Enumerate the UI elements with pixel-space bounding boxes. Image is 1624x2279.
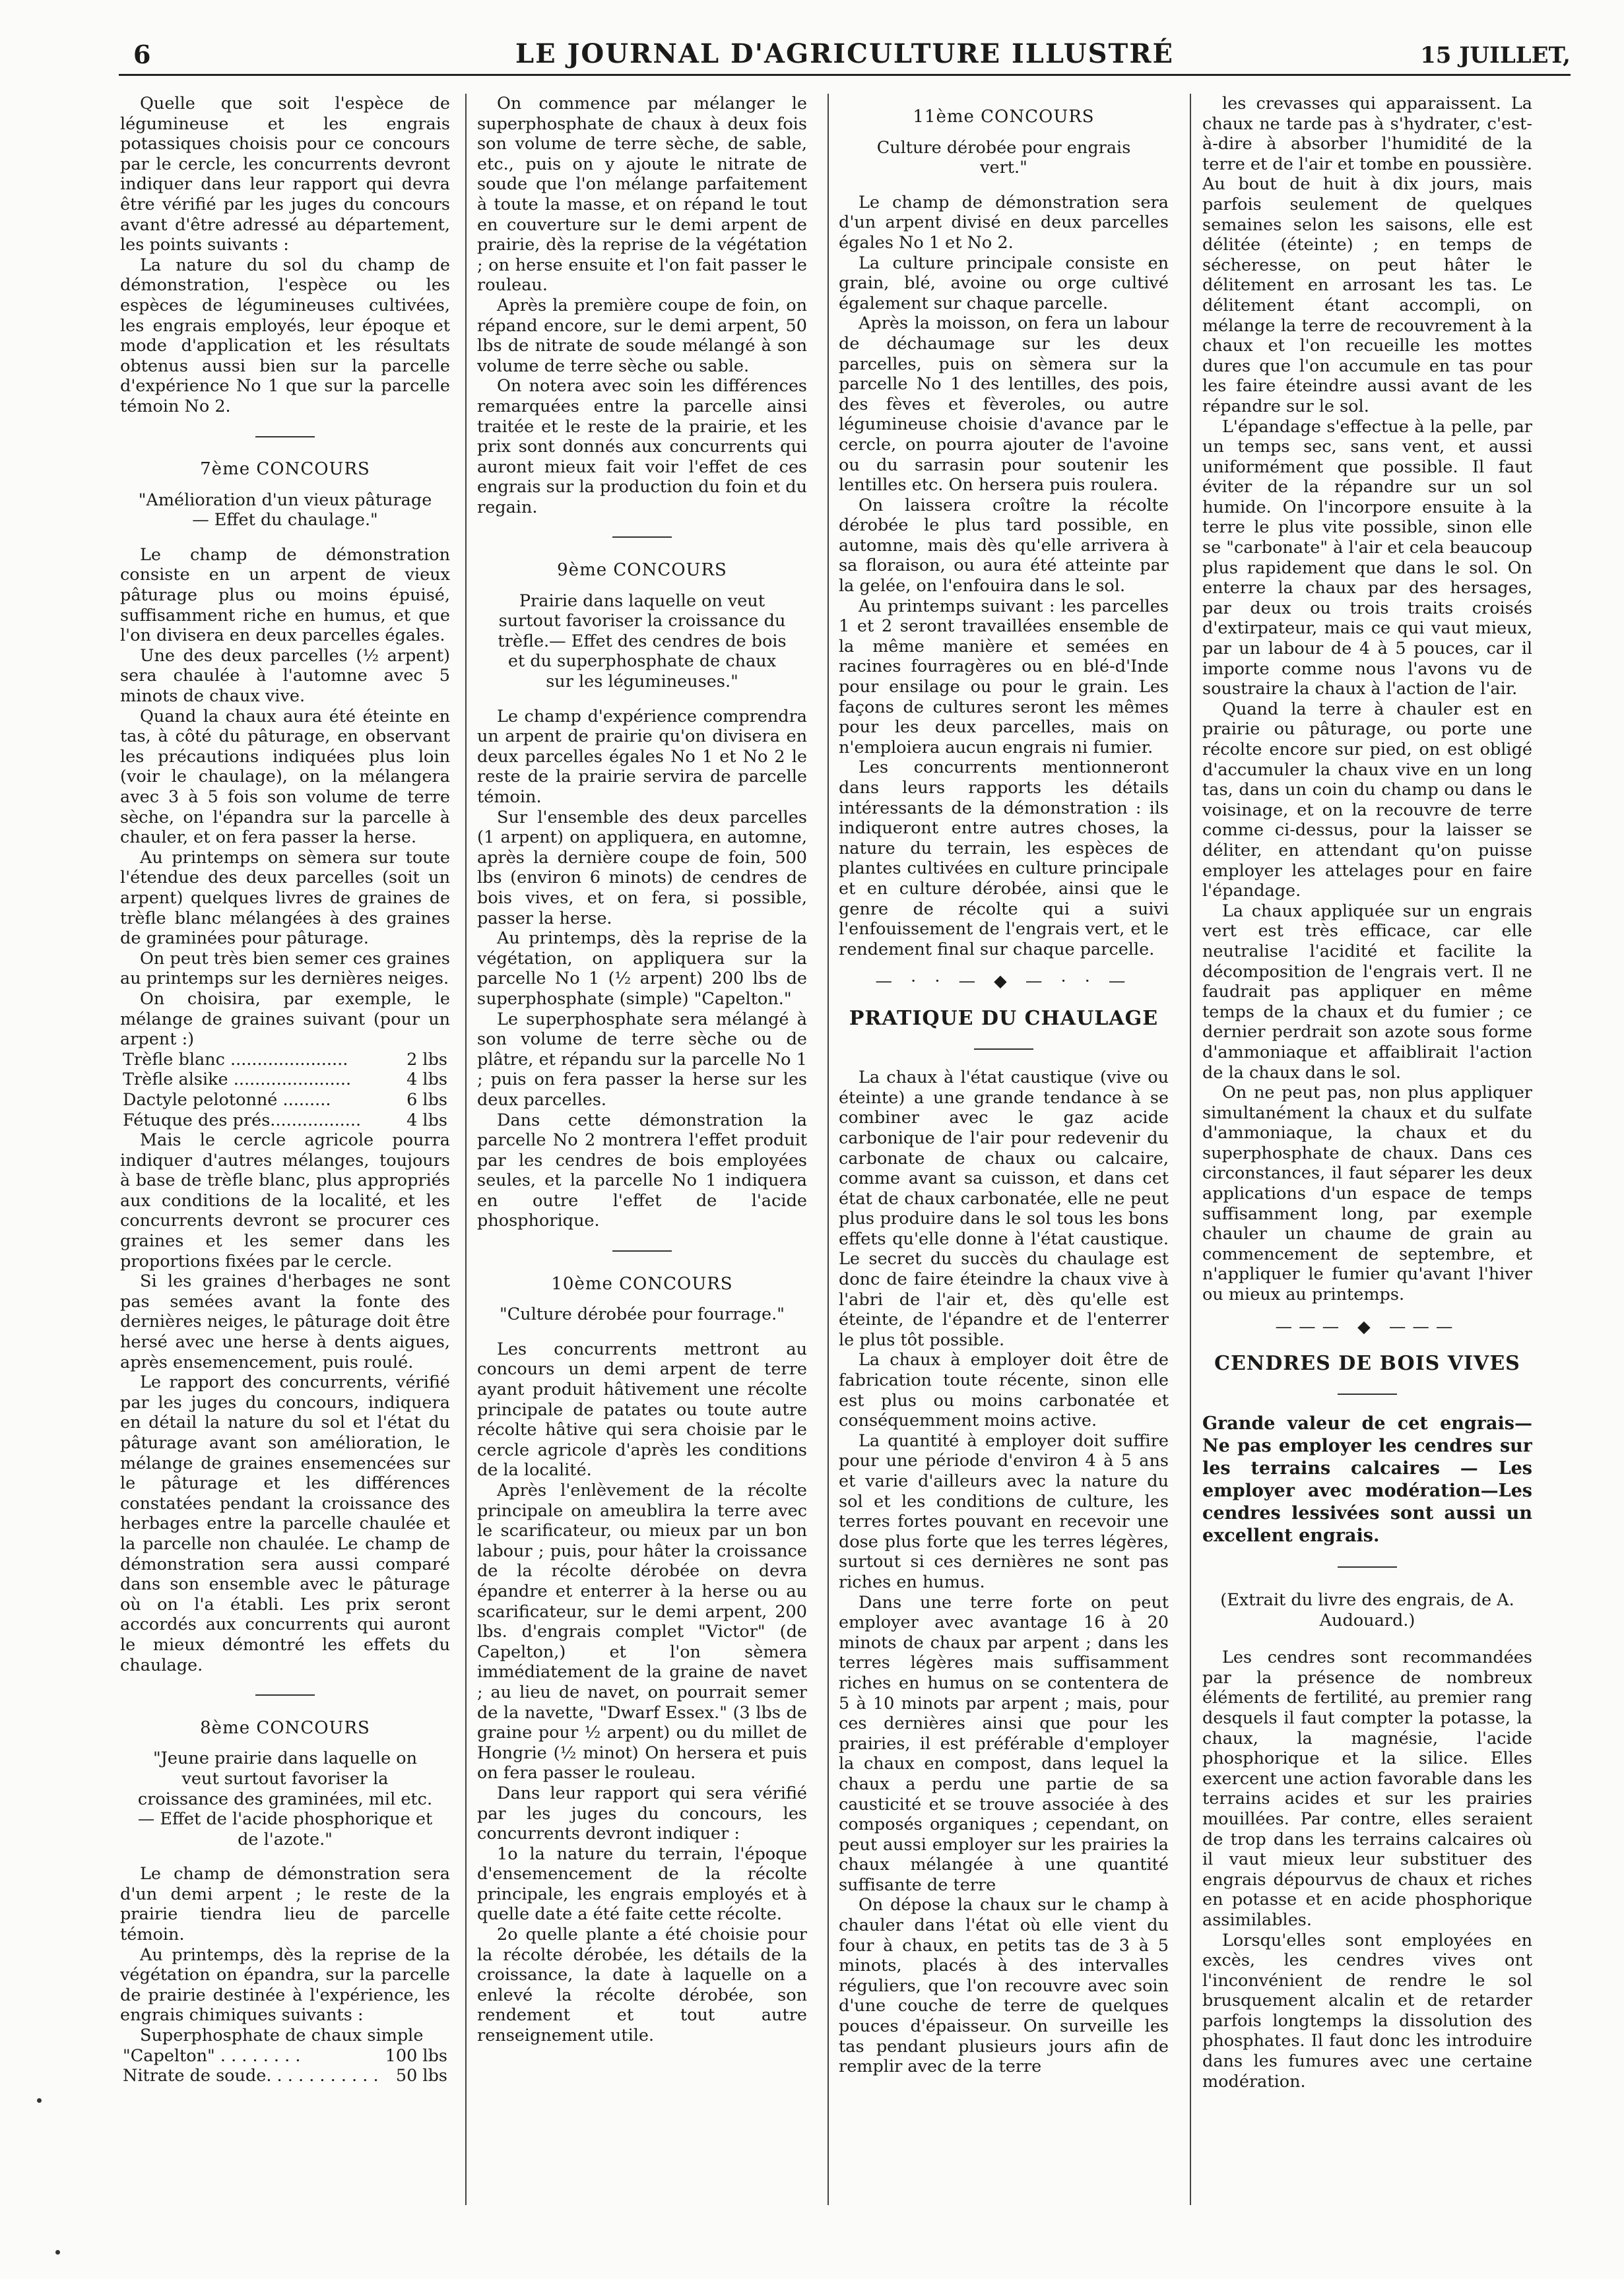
article-paragraph: Quand la terre à chauler est en prairie ou pâturage, ou porte une récolte encore sur pied, on est obligé d'accumuler la chaux vive en un long tas, dans un coin du champ ou dans le voisinage, et on la recouvre de terre comme ci-dessus, pour la laisser se déliter, en attendant qu'on puisse employer les attelages pour en faire l'épandage. <box>1202 699 1532 901</box>
quantity-value: 100 lbs <box>385 2045 447 2066</box>
rule-line <box>1338 1394 1397 1395</box>
section-rule <box>477 527 807 547</box>
issue-date: 15 JUILLET, <box>1420 42 1571 69</box>
quantity-value: 4 lbs <box>406 1070 447 1090</box>
quantity-value: 4 lbs <box>406 1110 447 1130</box>
quantity-label: Trèfle blanc ...................... <box>123 1049 348 1070</box>
section-heading: PRATIQUE DU CHAULAGE <box>849 1006 1159 1030</box>
contest-subtitle: "Amélioration d'un vieux pâturage — Effet du chaulage." <box>138 490 432 530</box>
article-paragraph: Le champ de démonstration consiste en un arpent de vieux pâturage plus ou moins épuisé, suffisamment riche en humus, et que l'on divisera en deux parcelles égales. <box>120 544 450 646</box>
article-paragraph: Le superphosphate sera mélangé à son volume de terre sèche ou de plâtre, et répandu sur la parcelle No 1 ; puis on fera passer la herse sur les deux parcelles. <box>477 1009 807 1110</box>
article-paragraph: 1o la nature du terrain, l'époque d'ensemencement de la récolte principale, les engrais employés et à quelle date a été faite cette récolte. <box>477 1844 807 1925</box>
article-paragraph: Au printemps suivant : les parcelles 1 et 2 seront travaillées ensemble de la même manière et semées en racines fourragères ou en blé-d'Inde pour ensilage ou pour le grain. Les façons de cultures seront les mêmes pour les deux parcelles, mais on n'emploiera aucun engrais ni fumier. <box>839 596 1169 757</box>
article-paragraph: Le champ de démonstration sera d'un demi arpent ; le reste de la prairie tiendra lieu de parcelle témoin. <box>120 1864 450 1945</box>
rule-line <box>612 1250 672 1252</box>
article-paragraph: Si les graines d'herbages ne sont pas semées avant la fonte des dernières neiges, le pâturage doit être hersé avec une herse à dents aigues, après ensemencement, puis roulé. <box>120 1271 450 1372</box>
print-speck <box>55 2250 60 2255</box>
quantity-row <box>120 2066 450 2086</box>
column-4 <box>1202 94 1532 2205</box>
article-paragraph: Le rapport des concurrents, vérifié par les juges du concours, indiquera en détail la nature du sol et l'état du pâturage avant son amélioration, le mélange de graines ensemencées sur le pâturage et les différences constatées pendant la croissance des herbages entre la parcelle chaulée et la parcelle non chaulée. Le champ de démonstration sera aussi comparé dans son ensemble avec le pâturage où on l'a établi. Les prix seront accordés aux concurrents qui auront le mieux démontré les effets du chaulage. <box>120 1372 450 1675</box>
article-paragraph: les crevasses qui apparaissent. La chaux ne tarde pas à s'hydrater, c'est-à-dire à absorber l'humidité de la terre et de l'air et tombe en poussière. Au bout de huit à dix jours, mais parfois seulement de quelques semaines selon les saisons, elle est délitée (éteinte) ; en temps de sécheresse, on peut hâter le délitement en arrosant les tas. Le délitement étant accompli, on mélange la terre de recouvrement à la chaux et l'on recueille les mottes dures que l'on accumule en tas pour les faire éteindre aussi avant de les répandre sur le sol. <box>1202 94 1532 416</box>
section-rule <box>120 1685 450 1705</box>
column-divider <box>1190 94 1191 2205</box>
article-paragraph: Les cendres sont recommandées par la présence de nombreux éléments de fertilité, au premier rang desquels il faut compter la potasse, la chaux, la magnésie, l'acide phosphorique et la silice. Elles exercent une action favorable dans les terrains acides et sur les prairies mouillées. Par contre, elles seraient de trop dans les terrains calcaires où il vaut mieux leur substituer des engrais dépourvus de chaux et riches en potasse et en acide phosphorique assimilables. <box>1202 1648 1532 1930</box>
contest-subtitle: Culture dérobée pour engrais vert." <box>876 137 1131 178</box>
article-paragraph: On notera avec soin les différences remarquées entre la parcelle ainsi traitée et le reste de la prairie, et les prix sont donnés aux concurrents qui auront mieux fait voir l'effet de ces engrais sur la production du foin et du regain. <box>477 376 807 517</box>
article-paragraph: Dans une terre forte on peut employer avec avantage 16 à 20 minots de chaux par arpent ; dans les terres légères mais suffisamment riches en humus on se contentera de 5 à 10 minots par arpent ; mais, pour ces dernières ainsi que pour les prairies, il est préférable d'employer la chaux en compost, dans lequel la chaux a perdu une partie de sa causticité et se trouve associée à des composés organiques ; cependant, on peut aussi employer sur les prairies la chaux mélangée à une quantité suffisante de terre <box>839 1592 1169 1895</box>
article-paragraph: Dans leur rapport qui sera vérifié par les juges du concours, les concurrents devront indiquer : <box>477 1783 807 1844</box>
article-paragraph: Au printemps, dès la reprise de la végétation, on appliquera sur la parcelle No 1 (½ arpent) 200 lbs de superphosphate (simple) "Capelton." <box>477 928 807 1009</box>
article-paragraph: On peut très bien semer ces graines au printemps sur les dernières neiges. <box>120 948 450 989</box>
article-paragraph: On choisira, par exemple, le mélange de graines suivant (pour un arpent :) <box>120 988 450 1050</box>
quantity-row <box>120 1050 450 1070</box>
section-rule <box>1202 1557 1532 1577</box>
column-2 <box>477 94 807 2205</box>
rule-line <box>255 436 315 437</box>
article-paragraph: Après la moisson, on fera un labour de déchaumage sur les deux parcelles, puis on sèmera sur la parcelle No 1 des lentilles, des pois, des fèves et fèveroles, ou autre légumineuse choisie d'avance par le cercle, on pourra ajouter de l'avoine ou du sarrasin pour soutenir les lentilles etc. On hersera puis roulera. <box>839 313 1169 496</box>
column-1 <box>120 94 450 2205</box>
quantity-value: 6 lbs <box>406 1089 447 1110</box>
article-paragraph: Superphosphate de chaux simple <box>140 2026 424 2046</box>
article-paragraph: La chaux à employer doit être de fabrication toute récente, sinon elle est plus ou moins carbonatée et conséquemment moins active. <box>839 1350 1169 1431</box>
article-paragraph: On laissera croître la récolte dérobée le plus tard possible, en automne, mais dès qu'elle arrivera à sa floraison, ou aura été atteinte par la gelée, on l'enfouira dans le sol. <box>839 495 1169 596</box>
article-paragraph: Sur l'ensemble des deux parcelles (1 arpent) on appliquera, en automne, après la dernière coupe de foin, 500 lbs (environ 6 minots) de cendres de bois vives, et on fera, si possible, passer la herse. <box>477 807 807 928</box>
quantity-row <box>120 1090 450 1110</box>
quantity-row <box>120 1110 450 1131</box>
rule-line <box>974 1048 1033 1050</box>
rule-line <box>612 536 672 538</box>
article-paragraph: La chaux appliquée sur un engrais vert est très efficace, car elle neutralise l'acidité et facilite la décomposition de l'engrais vert. Il ne faudrait pas appliquer en même temps de la chaux et du fumier ; ce dernier perdrait son azote sous forme d'ammoniaque et affaiblirait l'action de la chaux dans le sol. <box>1202 901 1532 1083</box>
article-paragraph: Le champ d'expérience comprendra un arpent de prairie qu'on divisera en deux parcelles égales No 1 et No 2 le reste de la prairie servira de parcelle témoin. <box>477 706 807 807</box>
page-number: 6 <box>133 40 151 69</box>
rule-line <box>255 1694 315 1696</box>
article-paragraph: Dans cette démonstration la parcelle No 2 montrera l'effet produit par les cendres de bois employées seules, et la parcelle No 1 indiquera en outre l'effet de l'acide phosphorique. <box>477 1110 807 1231</box>
article-paragraph: Les concurrents mettront au concours un demi arpent de terre ayant produit hâtivement une récolte principale de patates ou toute autre récolte hâtive qui sera choisie par le cercle agricole d'après les conditions de la localité. <box>477 1339 807 1481</box>
quantity-label: "Capelton" . . . . . . . . <box>123 2045 301 2066</box>
quantity-label: Nitrate de soude. . . . . . . . . . . <box>123 2066 379 2086</box>
article-paragraph: La chaux à l'état caustique (vive ou éteinte) a une grande tendance à se combiner avec le gaz acide carbonique de l'air pour redevenir du carbonate de chaux ou calcaire, comme avant sa cuisson, et dans cet état de chaux carbonatée, elle ne peut plus produire dans le sol tous les bons effets qu'elle donne à l'état caustique. Le secret du succès du chaulage est donc de faire éteindre la chaux vive à l'abri de l'air et, dès qu'elle est éteinte, de l'épandre et de l'enterrer le plus tôt possible. <box>839 1068 1169 1350</box>
quantity-label: Trèfle alsike ...................... <box>123 1070 352 1090</box>
quantity-label: Fétuque des prés................. <box>123 1110 362 1130</box>
article-paragraph: On commence par mélanger le superphosphate de chaux à deux fois son volume de terre sèche, de sable, etc., puis on y ajoute le nitrate de soude que l'on mélange parfaitement à toute la masse, et on répand le tout en couverture sur le demi arpent de prairie, dès la reprise de la végétation ; on herse ensuite et l'on fait passer le rouleau. <box>477 94 807 296</box>
article-paragraph: La nature du sol du champ de démonstration, l'espèce ou les espèces de légumineuses cultivées, les engrais employés, leur époque et mode d'application et les résultats obtenus aussi bien sur la parcelle d'expérience No 1 que sur la parcelle témoin No 2. <box>120 255 450 416</box>
contest-heading: 10ème CONCOURS <box>551 1273 733 1294</box>
article-paragraph: Quelle que soit l'espèce de légumineuse et les engrais potassiques choisis pour ce concours par le cercle, les concurrents devront indiquer dans leur rapport qui devra être vérifié par les juges du concours avant d'être adressé au département, les points suivants : <box>120 94 450 255</box>
article-paragraph: La quantité à employer doit suffire pour une période d'environ 4 à 5 ans et varie d'ailleurs avec la nature du sol et les conditions de culture, les terres fortes pouvant en recevoir une dose plus forte que les terres légères, surtout si ces dernières ne sont pas riches en humus. <box>839 1430 1169 1592</box>
article-paragraph: Au printemps on sèmera sur toute l'étendue des deux parcelles (soit un arpent) quelques livres de graines de trèfle blanc mélangées à des graines de graminées pour pâturage. <box>120 847 450 949</box>
article-paragraph: Mais le cercle agricole pourra indiquer d'autres mélanges, toujours à base de trèfle blanc, plus appropriés aux conditions de la localité, et les concurrents devront se procurer ces graines et les semer dans les proportions fixées par le cercle. <box>120 1130 450 1271</box>
print-speck <box>37 2098 42 2103</box>
article-paragraph: On ne peut pas, non plus appliquer simultanément la chaux et du sulfate d'ammoniaque, la chaux et du superphosphate de chaux. Dans ces circonstances, il faut séparer les deux applications d'un espace de temps suffisamment long, par exemple chauler un chaume de grain au commencement de septembre, et n'appliquer le fumier qu'avant l'hiver ou mieux au printemps. <box>1202 1083 1532 1305</box>
article-paragraph: Quand la chaux aura été éteinte en tas, à côté du pâturage, en observant les précautions indiquées plus loin (voir le chaulage), on la mélangera avec 3 à 5 fois son volume de terre sèche, on l'épandra sur la parcelle à chauler, et on fera passer la herse. <box>120 706 450 848</box>
column-divider <box>465 94 467 2205</box>
ornament-divider: — · · — ◆ — · · — <box>875 971 1132 992</box>
contest-subtitle: "Jeune prairie dans laquelle on veut surtout favoriser la croissance des graminées, mil etc. — Effet de l'acide phosphorique et de l'azote." <box>137 1749 433 1849</box>
rule-line <box>1338 1566 1397 1568</box>
ornament-divider: ——— ◆ ——— <box>1275 1316 1460 1337</box>
page-header <box>119 34 1571 76</box>
column-3 <box>839 94 1169 2205</box>
column-divider <box>828 94 829 2205</box>
article-paragraph: L'épandage s'effectue à la pelle, par un temps sec, sans vent, et aussi uniformément que possible. Il faut éviter de la répandre sur un sol humide. On l'incorpore ensuite à la terre le plus vite possible, sinon elle se "carbonate" à l'air et cela beaucoup plus rapidement que dans le sol. On enterre la chaux par des hersages, par deux ou trois traits croisés d'extirpateur, mais ce qui vaut mieux, par un labour de 4 à 5 pouces, car il importe comme nous l'avons vu de soustraire la chaux à l'action de l'air. <box>1202 416 1532 699</box>
article-paragraph: La culture principale consiste en grain, blé, avoine ou orge cultivé également sur chaque parcelle. <box>839 253 1169 313</box>
article-paragraph: Une des deux parcelles (½ arpent) sera chaulée à l'automne avec 5 minots de chaux vive. <box>120 645 450 707</box>
quantity-row <box>120 2046 450 2067</box>
article-paragraph: Les concurrents mentionneront dans leurs rapports les détails intéressants de la démonstration : ils indiqueront entre autres choses, la nature du terrain, les espèces de plantes cultivées en culture principale et en culture dérobée, ainsi que le genre de récolte qui a suivi l'enfouissement de l'engrais vert, et le rendement final sur chaque parcelle. <box>839 757 1169 959</box>
article-paragraph: Après l'enlèvement de la récolte principale on ameublira la terre avec le scarificateur, ou mieux par un bon labour ; puis, pour hâter la croissance de la récolte dérobée on devra épandre et enterrer à la herse ou au scarificateur, sur le demi arpent, 200 lbs. d'engrais complet "Victor" (de Capelton,) et l'on sèmera immédiatement de la graine de navet ; au lieu de navet, on pourrait semer de la navette, "Dwarf Essex." (3 lbs de graine pour ½ arpent) ou du millet de Hongrie (½ minot) On hersera et puis on fera passer le rouleau. <box>477 1481 807 1783</box>
article-paragraph: Le champ de démonstration sera d'un arpent divisé en deux parcelles égales No 1 et No 2. <box>839 192 1169 253</box>
contest-heading: 9ème CONCOURS <box>557 560 727 581</box>
article-paragraph: Au printemps, dès la reprise de la végétation on épandra, sur la parcelle de prairie destinée à l'expérience, les engrais chimiques suivants : <box>120 1944 450 2026</box>
source-credit: (Extrait du livre des engrais, de A. Audouard.) <box>1220 1590 1514 1630</box>
section-rule <box>120 426 450 447</box>
contest-heading: 7ème CONCOURS <box>200 459 370 480</box>
contest-heading: 8ème CONCOURS <box>200 1717 370 1738</box>
newspaper-title: LE JOURNAL D'AGRICULTURE ILLUSTRÉ <box>515 38 1175 69</box>
article-paragraph: Lorsqu'elles sont employées en excès, les cendres vives ont l'inconvénient de rendre le sol brusquement alcalin et de retarder parfois longtemps la dissolution des phosphates. Il faut donc les introduire dans les fumures avec une certaine modération. <box>1202 1930 1532 2092</box>
section-heading: CENDRES DE BOIS VIVES <box>1214 1352 1520 1376</box>
article-paragraph: Après la première coupe de foin, on répand encore, sur le demi arpent, 50 lbs de nitrate de soude mélangé à son volume de terre sèche ou sable. <box>477 295 807 376</box>
contest-subtitle: Prairie dans laquelle on veut surtout favoriser la croissance du trèfle.— Effet des cendres de bois et du superphosphate de chaux sur les légumineuses." <box>498 591 787 692</box>
section-rule <box>839 1039 1169 1059</box>
quantity-row <box>120 1070 450 1090</box>
article-paragraph: On dépose la chaux sur le champ à chauler dans l'état où elle vient du four à chaux, en petits tas de 3 à 5 minots, placés à des intervalles réguliers, que l'on recouvre avec soin d'une couche de terre de quelques pouces d'épaisseur. On surveille les tas pendant plusieurs jours afin de remplir avec de la terre <box>839 1895 1169 2077</box>
quantity-value: 2 lbs <box>406 1049 447 1070</box>
quantity-label: Dactyle pelotonné ......... <box>123 1089 331 1110</box>
section-rule <box>1202 1384 1532 1404</box>
article-paragraph: 2o quelle plante a été choisie pour la récolte dérobée, les détails de la croissance, la date à laquelle on a enlevé la récolte dérobée, son rendement et tout autre renseignement utile. <box>477 1925 807 2046</box>
article-summary: Grande valeur de cet engrais—Ne pas employer les cendres sur les terrains calcaires — Les employer avec modération—Les cendres lessivées sont aussi un excellent engrais. <box>1202 1413 1532 1547</box>
section-rule <box>477 1240 807 1261</box>
contest-subtitle: "Culture dérobée pour fourrage." <box>500 1304 785 1325</box>
quantity-value: 50 lbs <box>395 2066 447 2086</box>
contest-heading: 11ème CONCOURS <box>913 107 1095 127</box>
